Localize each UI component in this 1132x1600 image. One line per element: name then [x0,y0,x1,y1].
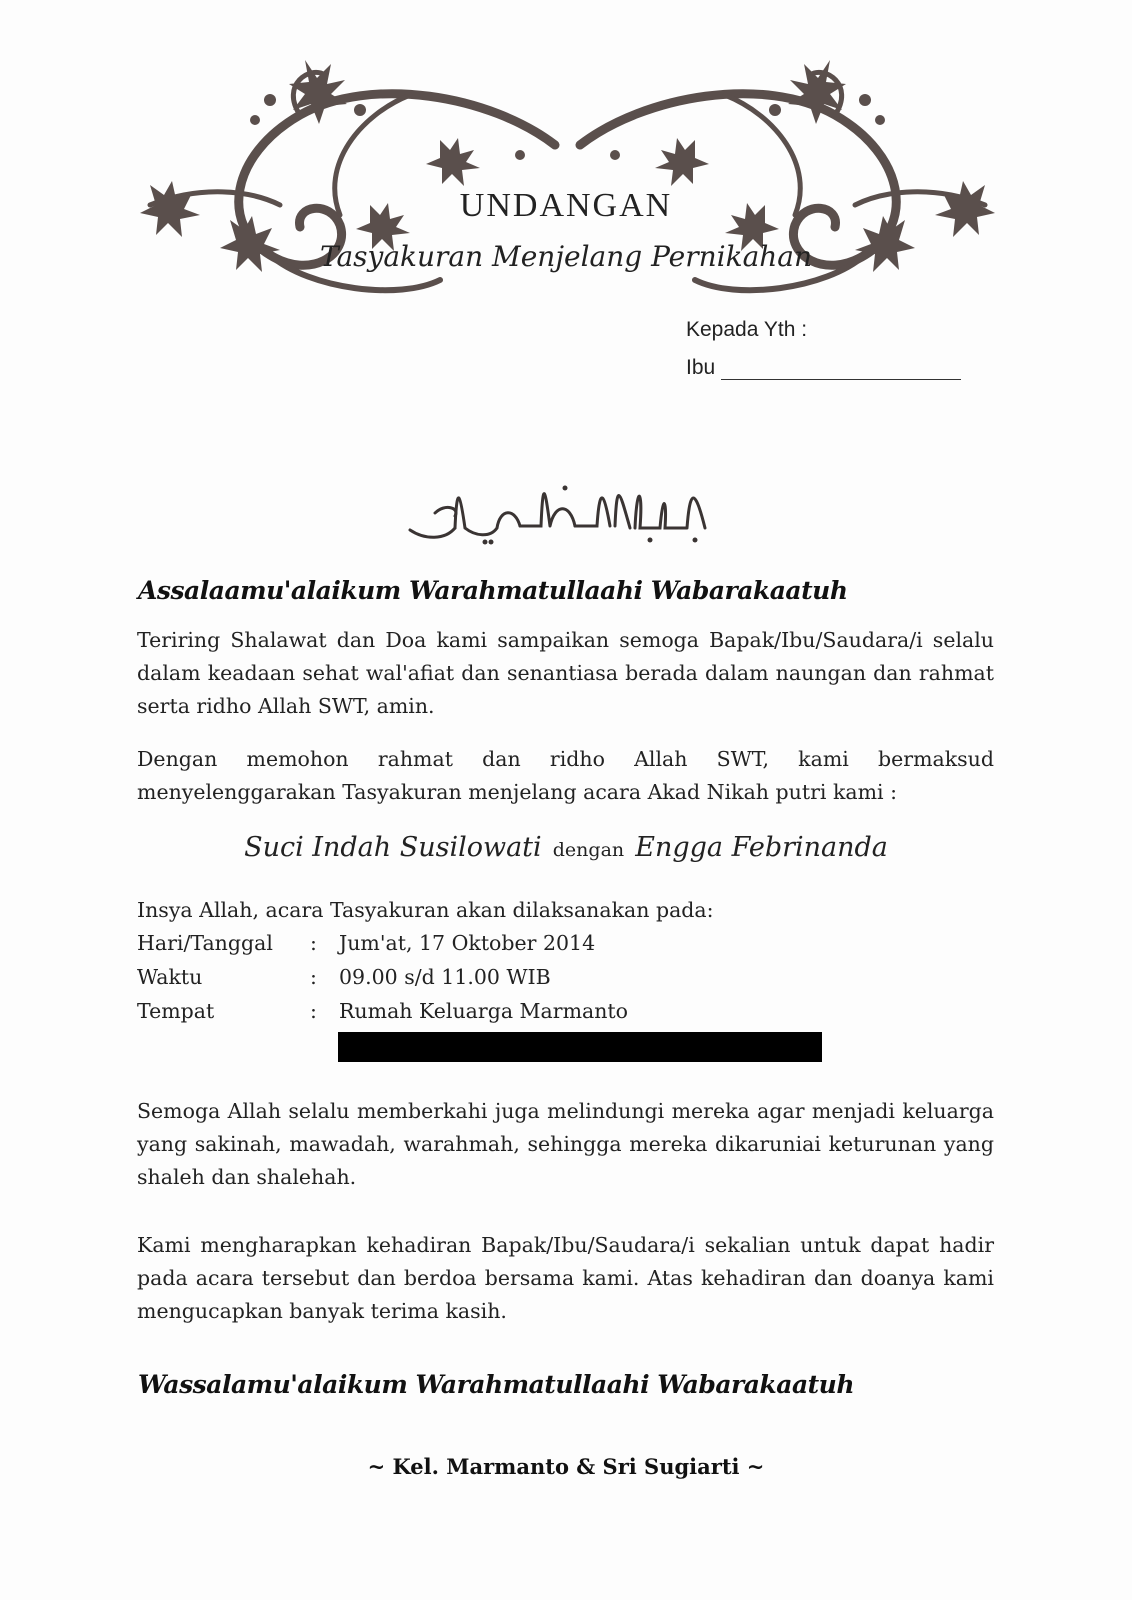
conjunction-text: dengan [552,839,625,861]
recipient-salutation: Ibu [686,356,716,379]
paragraph-request: Kami mengharapkan kehadiran Bapak/Ibu/Saudara/i sekalian untuk dapat hadir pada acara tersebut dan berdoa bersama kami. Atas kehadiran dan doanya kami mengucapkan banyak terima kasih. [137,1233,994,1323]
redacted-address-bar [338,1032,822,1062]
bride-name: Suci Indah Susilowati [244,832,542,863]
event-row-separator: : [310,999,317,1023]
family-signature: ~ Kel. Marmanto & Sri Sugiarti ~ [367,1454,765,1479]
closing-greeting: Wassalamu'alaikum Warahmatullaahi Wabarakaatuh [138,1370,855,1399]
paragraph-blessing: Semoga Allah selalu memberkahi juga melindungi mereka agar menjadi keluarga yang sakinah, mawadah, warahmah, sehingga mereka dikaruniai keturunan yang shaleh dan shalehah. [137,1099,994,1189]
recipient-name-line [686,356,961,380]
groom-name: Engga Febrinanda [635,832,888,863]
event-row-place [137,999,837,1032]
recipient-block [686,318,961,380]
event-row-label: Waktu [137,965,203,989]
event-row-label: Hari/Tanggal [137,931,273,955]
paragraph-prayer: Teriring Shalawat dan Doa kami sampaikan semoga Bapak/Ibu/Saudara/i selalu dalam keadaan sehat wal'afiat dan senantiasa berada dalam naungan dan rahmat serta ridho Allah SWT, amin. [137,628,994,718]
event-row-value: 09.00 s/d 11.00 WIB [339,965,551,989]
paragraph-intent: Dengan memohon rahmat dan ridho Allah SWT, kami bermaksud menyelenggarakan Tasyakuran menjelang acara Akad Nikah putri kami : [137,747,994,804]
couple-names [0,832,1132,863]
recipient-label: Kepada Yth : [686,318,808,341]
event-row-date [137,931,837,964]
invitation-subtitle: Tasyakuran Menjelang Pernikahan [319,240,813,273]
invitation-title: UNDANGAN [459,187,673,224]
event-row-value: Rumah Keluarga Marmanto [339,999,629,1023]
recipient-blank-line [721,359,961,380]
opening-greeting: Assalaamu'alaikum Warahmatullaahi Wabarakaatuh [138,576,848,605]
bismillah-calligraphy [405,468,725,548]
event-row-value: Jum'at, 17 Oktober 2014 [339,931,596,955]
event-row-label: Tempat [137,999,215,1023]
event-row-time [137,965,837,998]
event-row-separator: : [310,965,317,989]
event-row-separator: : [310,931,317,955]
event-intro: Insya Allah, acara Tasyakuran akan dilaksanakan pada: [137,898,714,922]
